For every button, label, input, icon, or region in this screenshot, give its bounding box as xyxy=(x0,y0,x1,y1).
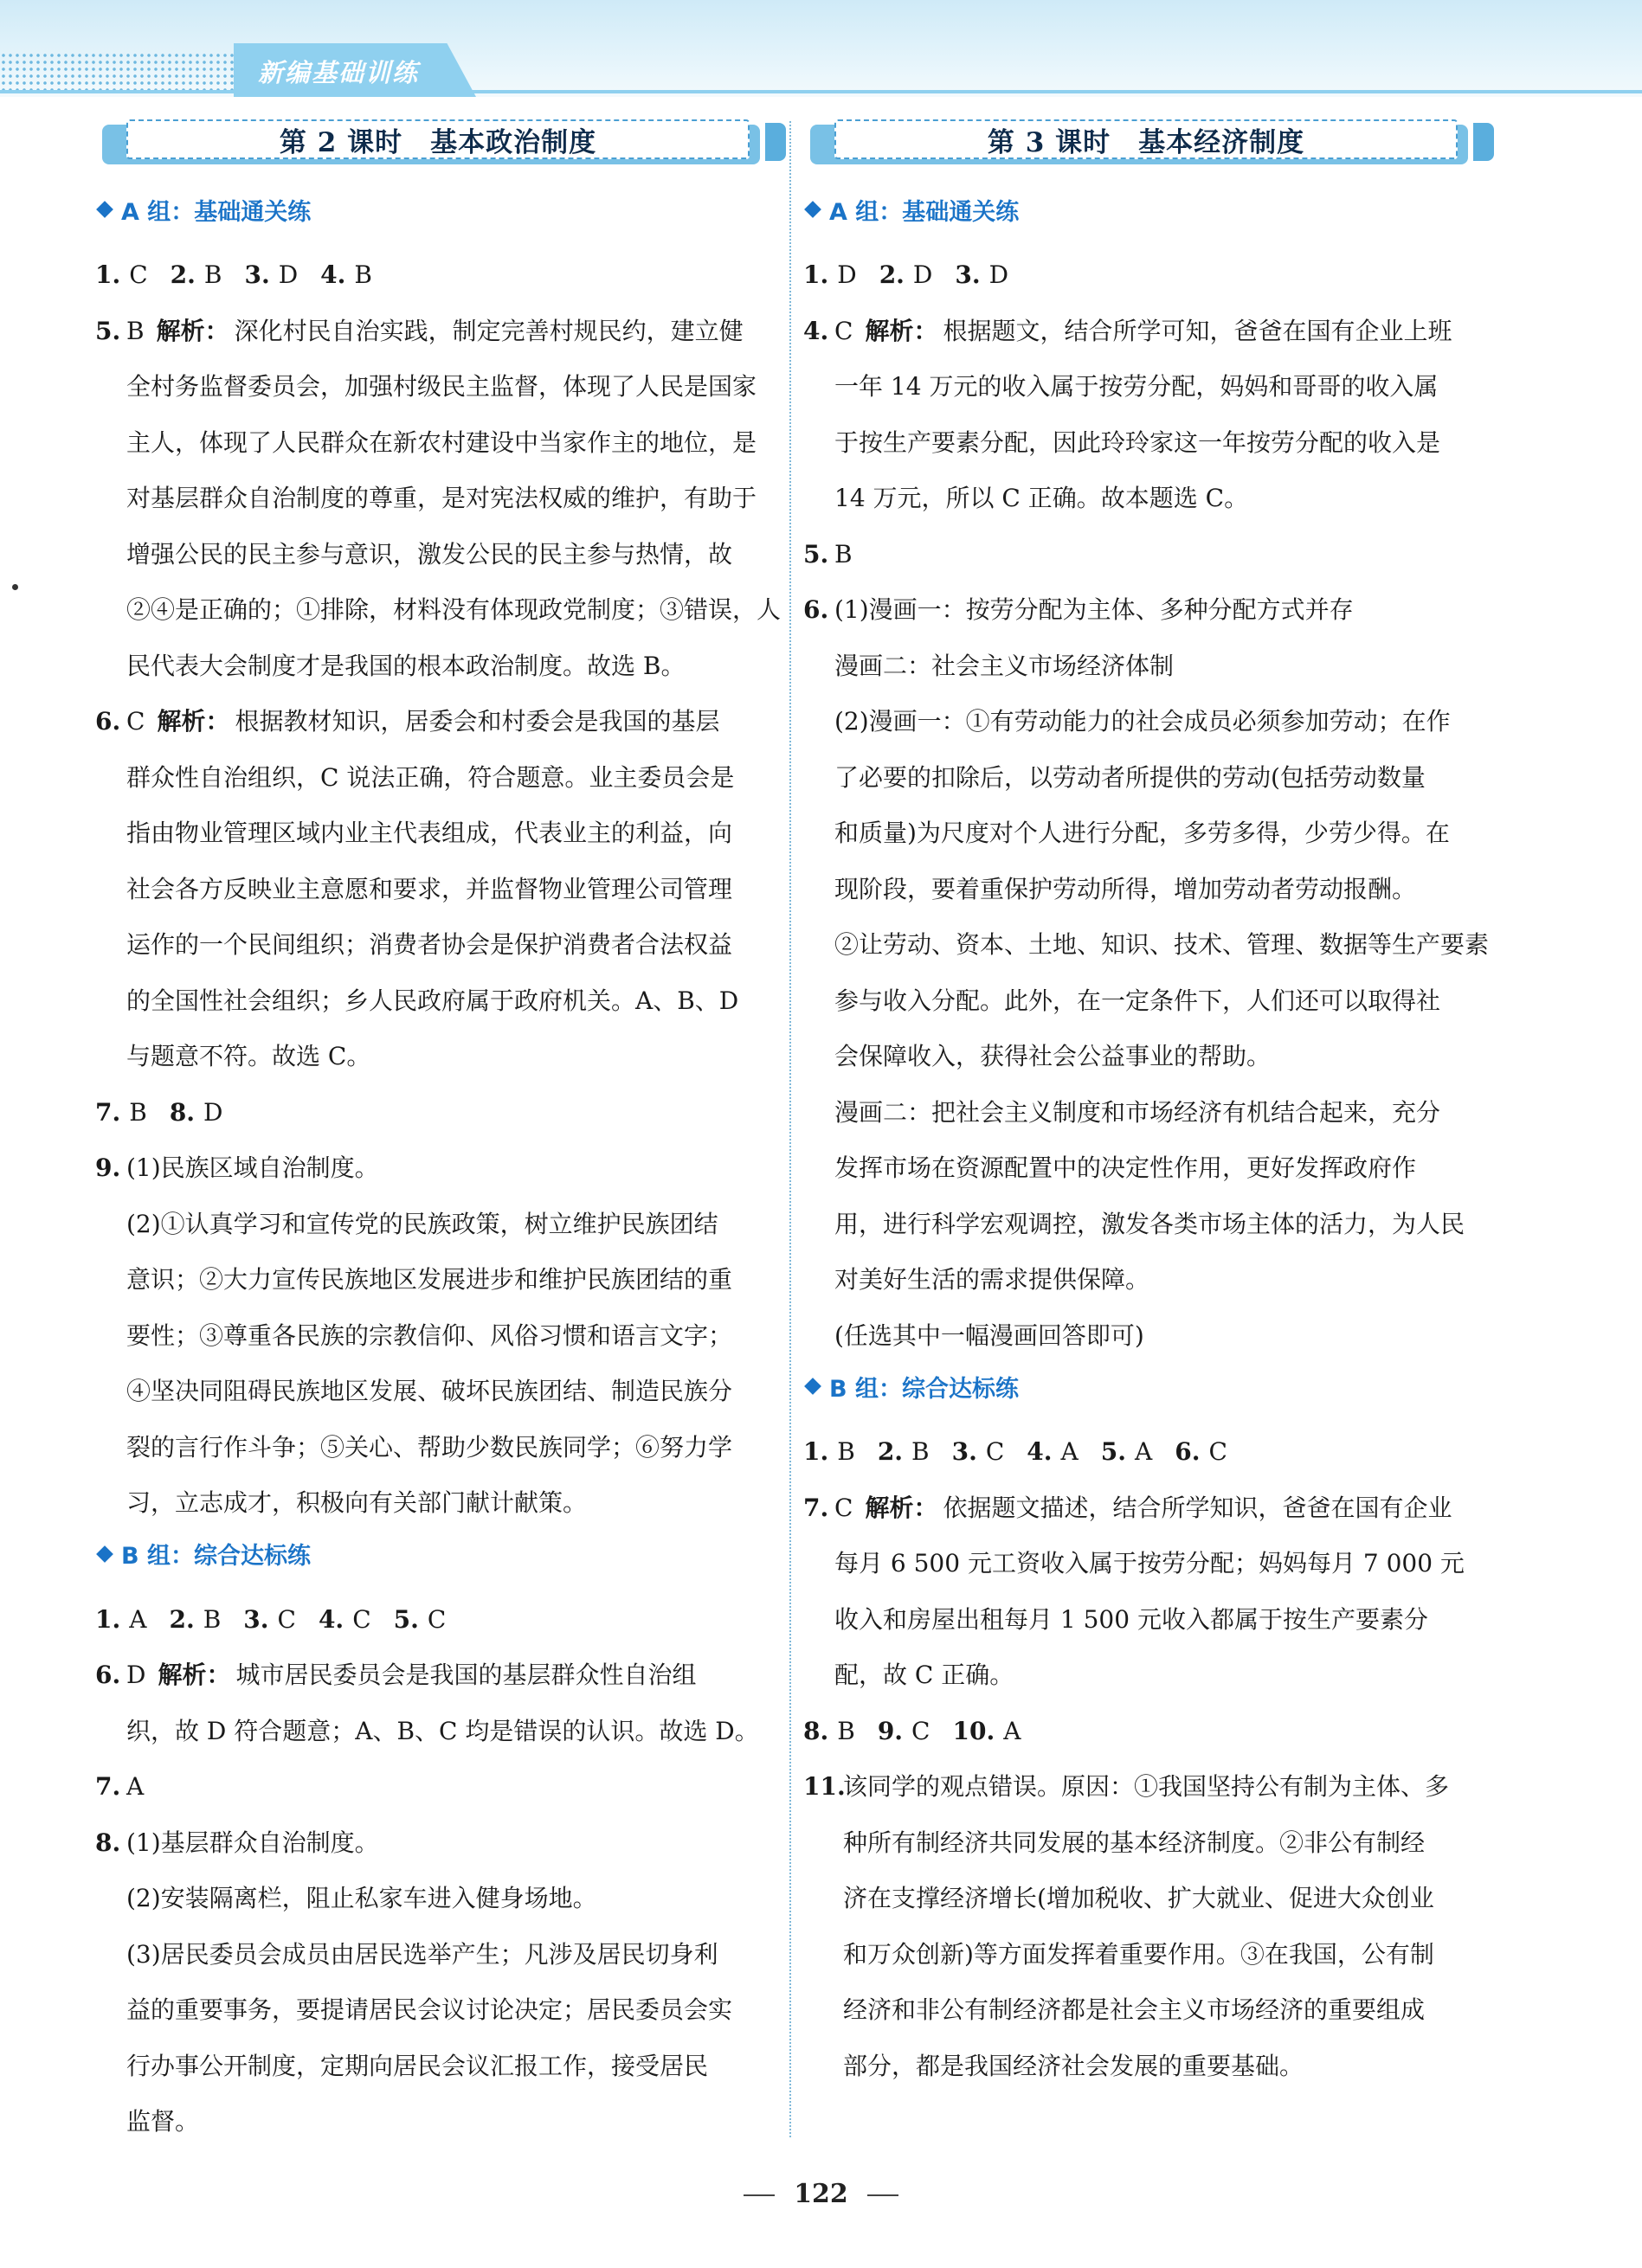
diamond-icon xyxy=(804,1378,821,1395)
answer-line: 对美好生活的需求提供保障。 xyxy=(834,1265,1150,1294)
answer-line: (1)漫画一：按劳分配为主体、多种分配方式并存 xyxy=(834,595,1354,624)
question-number: 6. xyxy=(95,1661,121,1689)
answer-line: 监督。 xyxy=(126,2107,200,2136)
column-divider xyxy=(789,121,791,2137)
answer-letter: C xyxy=(1208,1437,1227,1466)
question-number: 8. xyxy=(803,1716,829,1745)
answer-line: 部分，都是我国经济社会发展的重要基础。 xyxy=(843,2051,1304,2080)
answer-line: 每月 6 500 元工资收入属于按劳分配；妈妈每月 7 000 元 xyxy=(834,1549,1465,1577)
answer-line: 漫画二：社会主义市场经济体制 xyxy=(834,651,1175,680)
answer-item xyxy=(95,1140,788,1532)
group-title-text: B 组：综合达标练 xyxy=(829,1375,1019,1403)
answer-line: 于按生产要素分配，因此玲玲家这一年按劳分配的收入是 xyxy=(834,427,1441,457)
answer-letter: A xyxy=(1003,1716,1021,1745)
answer-line: (2)漫画一：①有劳动能力的社会成员必须参加劳动；在作 xyxy=(834,707,1451,736)
question-number: 1. xyxy=(803,1437,829,1466)
question-number: 6. xyxy=(1175,1437,1201,1466)
answer-letter: B xyxy=(203,1604,222,1634)
answer-line: 14 万元，所以 C 正确。故本题选 C。 xyxy=(834,484,1249,512)
answer-line: 行办事公开制度，定期向居民会议汇报工作，接受居民 xyxy=(126,2051,709,2080)
lesson-title: 第 3 课时 基本经济制度 xyxy=(987,126,1305,158)
answer-letter: A xyxy=(1135,1437,1153,1466)
question-number: 5. xyxy=(1100,1437,1126,1466)
analysis-label: 解析： xyxy=(865,1493,938,1522)
question-number: 2. xyxy=(169,1604,195,1634)
answer-body xyxy=(834,582,1496,1364)
answer-line: 用，进行科学宏观调控，激发各类市场主体的活力，为人民 xyxy=(834,1209,1465,1238)
answer-line: B 解析： 深化村民自治实践，制定完善村规民约，建立健 xyxy=(126,316,744,345)
question-number: 2. xyxy=(170,260,196,289)
header-accent xyxy=(1473,123,1494,161)
answer-body xyxy=(126,694,788,1085)
answer-line: (1)基层群众自治制度。 xyxy=(126,1828,379,1857)
answer-line: 配，故 C 正确。 xyxy=(834,1661,1014,1689)
margin-mark xyxy=(12,584,18,590)
question-number: 1. xyxy=(95,1604,121,1634)
answer-line: 参与收入分配。此外，在一定条件下，人们还可以取得社 xyxy=(834,986,1441,1015)
answer-line: ④坚决同阻碍民族地区发展、破坏民族团结、制造民族分 xyxy=(126,1377,733,1405)
short-answers xyxy=(95,1085,788,1141)
answer-letter: B xyxy=(837,1437,855,1466)
answer-line: 济在支撑经济增长(增加税收、扩大就业、促进大众创业 xyxy=(843,1884,1434,1912)
header-box xyxy=(834,119,1458,159)
banner-line xyxy=(0,90,1642,93)
answer-line: ②④是正确的；①排除，材料没有体现政党制度；③错误，人 xyxy=(126,595,782,624)
answer-line: 经济和非公有制经济都是社会主义市场经济的重要组成 xyxy=(843,1995,1426,2024)
question-number: 4. xyxy=(803,316,829,345)
group-title-text: B 组：综合达标练 xyxy=(121,1543,311,1570)
answer-letter: C xyxy=(985,1437,1005,1466)
question-number: 3. xyxy=(951,1437,977,1466)
answer-letter: B xyxy=(354,260,372,289)
diamond-icon xyxy=(96,1545,113,1563)
answer-letter: C xyxy=(126,707,145,736)
answer-line: (2)安装隔离栏，阻止私家车进入健身场地。 xyxy=(126,1884,597,1912)
question-number: 8. xyxy=(95,1828,121,1857)
question-number: 11. xyxy=(803,1772,846,1801)
question-number: 10. xyxy=(952,1716,995,1745)
answer-lines xyxy=(126,1871,788,2150)
answer-line: 会保障收入，获得社会公益事业的帮助。 xyxy=(834,1042,1272,1070)
answer-letter: A xyxy=(1060,1437,1079,1466)
answer-body xyxy=(834,304,1496,527)
answer-line: 益的重要事务，要提请居民会议讨论决定；居民委员会实 xyxy=(126,1995,733,2024)
question-number: 7. xyxy=(803,1493,829,1522)
answer-lines xyxy=(834,639,1496,1365)
answer-lines xyxy=(126,1197,788,1532)
lesson-header-right xyxy=(834,119,1475,166)
answer-letter: B xyxy=(129,1097,147,1127)
answer-line: 的全国性社会组织；乡人民政府属于政府机关。A、B、D xyxy=(126,986,739,1015)
short-answers xyxy=(803,1424,1496,1481)
diamond-icon xyxy=(804,201,821,218)
short-answers xyxy=(95,247,788,304)
answer-line: 和万众创新)等方面发挥着重要作用。③在我国，公有制 xyxy=(843,1939,1434,1969)
answer-line: 指由物业管理区域内业主代表组成，代表业主的利益，向 xyxy=(126,819,733,847)
answer-line: 与题意不符。故选 C。 xyxy=(126,1042,371,1070)
answer-letter: C xyxy=(129,260,148,289)
question-number: 3. xyxy=(244,260,270,289)
answer-body xyxy=(126,1759,788,1815)
answer-letter: C xyxy=(834,1493,853,1522)
question-number: 1. xyxy=(803,260,829,289)
answer-letter: D xyxy=(203,1097,223,1127)
answer-line: 运作的一个民间组织；消费者协会是保护消费者合法权益 xyxy=(126,930,733,959)
answer-item xyxy=(95,304,788,695)
answer-letter: D xyxy=(988,260,1009,289)
answer-letter: B xyxy=(837,1716,855,1745)
question-number: 9. xyxy=(877,1716,904,1745)
answer-line: 一年 14 万元的收入属于按劳分配，妈妈和哥哥的收入属 xyxy=(834,372,1439,401)
dash-right xyxy=(867,2194,898,2196)
answer-letter: C xyxy=(427,1604,447,1634)
question-number: 2. xyxy=(879,260,905,289)
question-number: 5. xyxy=(393,1604,419,1634)
question-number: 6. xyxy=(95,707,121,736)
answer-letter: D xyxy=(837,260,857,289)
answer-line: 增强公民的民主参与意识，激发公民的民主参与热情，故 xyxy=(126,539,733,569)
question-number: 6. xyxy=(803,595,829,624)
short-answers xyxy=(95,1592,788,1648)
question-number: 4. xyxy=(320,260,346,289)
answer-line: (3)居民委员会成员由居民选举产生；凡涉及居民切身利 xyxy=(126,1939,718,1969)
answer-line: 群众性自治组织，C 说法正确，符合题意。业主委员会是 xyxy=(126,762,735,792)
banner-title: 新编基础训练 xyxy=(258,58,420,87)
answer-letter: C xyxy=(352,1604,371,1634)
answer-line: C 解析： 根据教材知识，居委会和村委会是我国的基层 xyxy=(126,707,720,736)
question-number: 2. xyxy=(877,1437,904,1466)
answer-line: 和质量)为尺度对个人进行分配，多劳多得，少劳少得。在 xyxy=(834,819,1450,847)
answer-line: (任选其中一幅漫画回答即可) xyxy=(834,1320,1144,1350)
answer-line: 发挥市场在资源配置中的决定性作用，更好发挥政府作 xyxy=(834,1153,1417,1182)
answer-letter: B xyxy=(834,539,853,569)
answer-line: 主人，体现了人民群众在新农村建设中当家作主的地位，是 xyxy=(126,427,757,457)
answer-line: C 解析： 根据题文，结合所学可知，爸爸在国有企业上班 xyxy=(834,316,1452,345)
answer-letter: C xyxy=(834,316,853,345)
answer-letter: B xyxy=(126,316,145,345)
answer-line: 了必要的扣除后，以劳动者所提供的劳动(包括劳动数量 xyxy=(834,762,1426,792)
answer-letter: D xyxy=(126,1661,146,1689)
question-number: 5. xyxy=(95,316,121,345)
answer-item xyxy=(95,1759,788,1815)
page-number xyxy=(0,2179,1642,2209)
analysis-label: 解析： xyxy=(865,316,938,345)
answer-line: 社会各方反映业主意愿和要求，并监督物业管理公司管理 xyxy=(126,874,733,903)
answer-body xyxy=(126,1140,788,1532)
answer-item xyxy=(95,1648,788,1759)
answer-line: 种所有制经济共同发展的基本经济制度。②非公有制经 xyxy=(843,1828,1426,1857)
question-number: 3. xyxy=(955,260,981,289)
answer-letter: A xyxy=(126,1772,145,1801)
group-title-text: A 组：基础通关练 xyxy=(121,198,312,226)
group-b-title xyxy=(95,1537,788,1571)
answer-line: 该同学的观点错误。原因：①我国坚持公有制为主体、多 xyxy=(843,1772,1450,1801)
question-number: 5. xyxy=(803,539,829,569)
page-number-text: 122 xyxy=(794,2179,848,2209)
answer-line: 全村务监督委员会，加强村级民主监督，体现了人民是国家 xyxy=(126,372,757,401)
analysis-label: 解析： xyxy=(156,316,229,345)
question-number: 3. xyxy=(243,1604,269,1634)
question-number: 7. xyxy=(95,1097,121,1127)
answer-body xyxy=(126,1815,788,2150)
group-a-title xyxy=(95,192,788,227)
question-number: 8. xyxy=(169,1097,196,1127)
answer-line: 织，故 D 符合题意；A、B、C 均是错误的认识。故选 D。 xyxy=(126,1716,759,1745)
answer-body xyxy=(834,527,1496,583)
right-column xyxy=(803,119,1496,2094)
diamond-icon xyxy=(96,201,113,218)
lesson-header-left xyxy=(126,119,767,166)
answer-line: 对基层群众自治制度的尊重，是对宪法权威的维护，有助于 xyxy=(126,484,757,512)
answer-line: ②让劳动、资本、土地、知识、技术、管理、数据等生产要素 xyxy=(834,930,1490,959)
answer-item xyxy=(95,1815,788,2150)
answer-line: 收入和房屋出租每月 1 500 元收入都属于按生产要素分 xyxy=(834,1604,1428,1634)
group-a-title xyxy=(803,192,1496,227)
answer-letter: B xyxy=(911,1437,930,1466)
answer-letter: C xyxy=(911,1716,930,1745)
answer-item xyxy=(803,304,1496,527)
question-number: 7. xyxy=(95,1772,121,1801)
answer-letter: C xyxy=(277,1604,296,1634)
answer-letter: D xyxy=(278,260,299,289)
analysis-label: 解析： xyxy=(157,707,230,736)
answer-body xyxy=(126,304,788,695)
group-title-text: A 组：基础通关练 xyxy=(829,198,1020,226)
answer-item xyxy=(95,694,788,1085)
answer-line: 现阶段，要着重保护劳动所得，增加劳动者劳动报酬。 xyxy=(834,874,1417,903)
question-number: 4. xyxy=(1027,1437,1053,1466)
dash-left xyxy=(744,2194,775,2196)
answer-line: C 解析： 依据题文描述，结合所学知识，爸爸在国有企业 xyxy=(834,1493,1452,1522)
lesson-title: 第 2 课时 基本政治制度 xyxy=(279,126,597,158)
answer-line: 意识；②大力宣传民族地区发展进步和维护民族团结的重 xyxy=(126,1265,733,1294)
short-answers xyxy=(803,1704,1496,1760)
answer-line: 漫画二：把社会主义制度和市场经济有机结合起来，充分 xyxy=(834,1097,1441,1127)
question-number: 9. xyxy=(95,1153,121,1182)
group-b-title xyxy=(803,1369,1496,1404)
answer-line: 裂的言行作斗争；⑤关心、帮助少数民族同学；⑥努力学 xyxy=(126,1432,733,1462)
question-number: 4. xyxy=(318,1604,344,1634)
header-accent xyxy=(765,123,786,161)
answer-line: 民代表大会制度才是我国的根本政治制度。故选 B。 xyxy=(126,651,686,680)
answer-line: 要性；③尊重各民族的宗教信仰、风俗习惯和语言文字； xyxy=(126,1320,733,1350)
answer-line: (2)①认真学习和宣传党的民族政策，树立维护民族团结 xyxy=(126,1209,718,1238)
answer-line: (1)民族区域自治制度。 xyxy=(126,1153,379,1182)
answer-body xyxy=(126,1648,788,1759)
top-banner xyxy=(0,0,1642,97)
answer-item xyxy=(803,1481,1496,1704)
answer-letter: A xyxy=(129,1604,147,1634)
answer-letter: B xyxy=(203,260,222,289)
answer-item xyxy=(803,582,1496,1364)
short-answers xyxy=(803,247,1496,304)
left-column xyxy=(95,119,788,2150)
header-box xyxy=(126,119,750,159)
answer-line: 习，立志成才，积极向有关部门献计献策。 xyxy=(126,1488,588,1517)
analysis-label: 解析： xyxy=(158,1661,231,1689)
answer-line: D 解析： 城市居民委员会是我国的基层群众性自治组 xyxy=(126,1661,697,1689)
question-number: 1. xyxy=(95,260,121,289)
answer-item xyxy=(803,1759,1496,2094)
answer-body xyxy=(834,1481,1496,1704)
answer-letter: D xyxy=(912,260,933,289)
answer-item xyxy=(803,527,1496,583)
banner-dot-pattern xyxy=(0,52,247,90)
answer-body xyxy=(843,1759,1496,2094)
